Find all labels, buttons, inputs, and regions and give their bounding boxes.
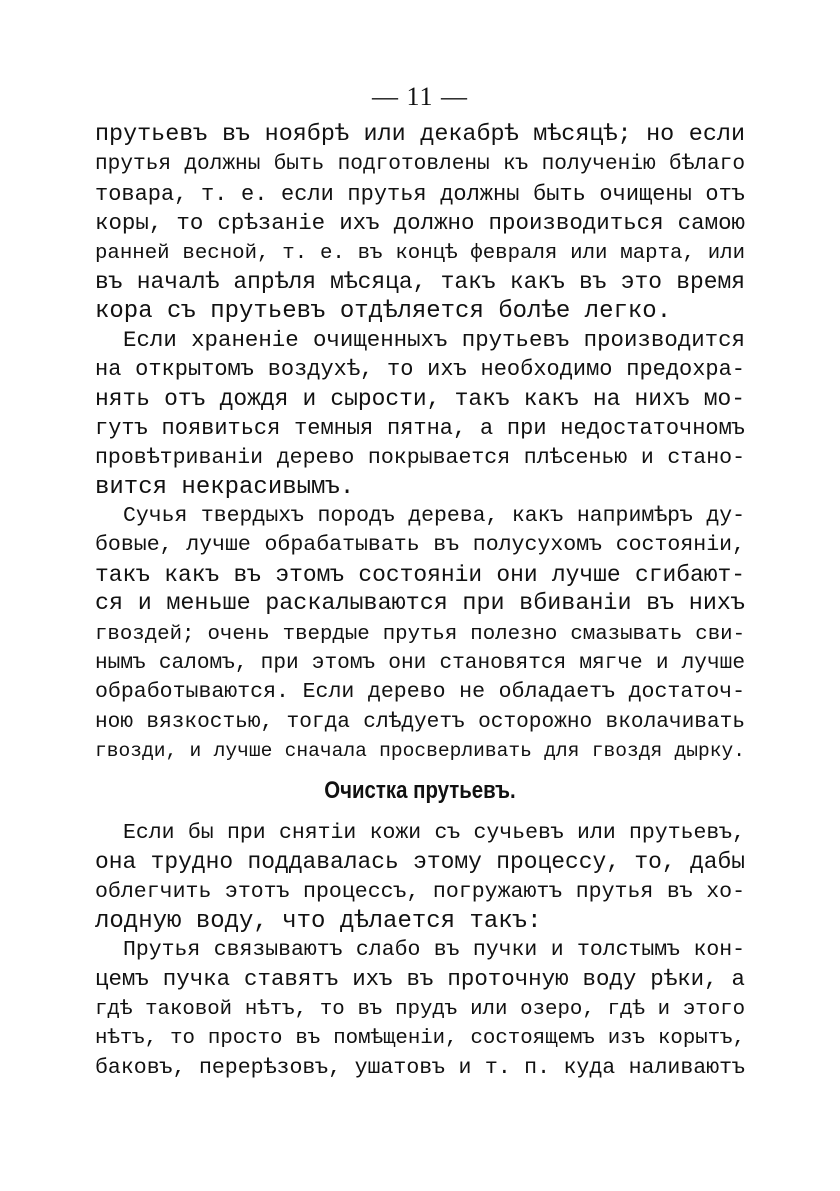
text-line: провѣтриваніи дерево покрывается плѣсенью и стано-: [95, 445, 745, 470]
text-line: лодную воду, что дѣлается такъ:: [95, 908, 542, 936]
text-line: прутьевъ въ ноябрѣ или декабрѣ мѣсяцѣ; но если: [95, 122, 745, 148]
text-line: нять отъ дождя и сырости, такъ какъ на нихъ мо-: [95, 385, 745, 412]
text-line: кора съ прутьевъ отдѣляется болѣе легко.: [95, 298, 672, 326]
text-line: прутья должны быть подготовлены къ полученію бѣлаго: [95, 152, 745, 177]
text-line: въ началѣ апрѣля мѣсяца, такъ какъ въ это время: [95, 269, 745, 296]
section-paragraph-2: [95, 936, 745, 1083]
page-number: — 11 —: [371, 82, 469, 111]
text-line: баковъ, перерѣзовъ, ушатовъ и т. п. куда наливаютъ: [95, 1055, 745, 1080]
text-line: такъ какъ въ этомъ состояніи они лучше сгибают-: [95, 561, 745, 588]
text-line: гвоздей; очень твердые прутья полезно смазывать сви-: [95, 622, 745, 646]
text-line: она трудно поддавалась этому процессу, то, дабы: [95, 849, 745, 876]
text-line: товара, т. е. если прутья должны быть очищены отъ: [95, 181, 745, 207]
text-line: ся и меньше раскалываются при вбиваніи въ нихъ: [95, 591, 745, 618]
text-line: гдѣ таковой нѣтъ, то въ прудъ или озеро, гдѣ и этого: [95, 997, 745, 1021]
text-line: гутъ появиться темныя пятна, а при недостаточномъ: [95, 416, 745, 442]
paragraph-1: [95, 121, 745, 327]
text-line: облегчить этотъ процессъ, погружаютъ прутья въ хо-: [95, 879, 745, 904]
paragraph-3: [95, 502, 745, 767]
text-line: бовые, лучше обрабатывать въ полусухомъ состояніи,: [95, 533, 745, 558]
section-heading: Очистка прутьевъ.: [324, 777, 516, 804]
text-line: Прутья связываютъ слабо въ пучки и толстымъ кон-: [123, 938, 745, 962]
text-line: Если бы при снятіи кожи съ сучьевъ или прутьевъ,: [123, 821, 745, 845]
text-line: гвозди, и лучше сначала просверливать для гвоздя дырку.: [95, 740, 745, 763]
text-line: Если храненіе очищенныхъ прутьевъ производится: [123, 327, 745, 353]
text-line: ною вязкостью, тогда слѣдуетъ осторожно вколачивать: [95, 709, 745, 734]
text-line: нымъ саломъ, при этомъ они становятся мягче и лучше: [95, 651, 745, 676]
text-line: Сучья твердыхъ породъ дерева, какъ напримѣръ ду-: [123, 504, 745, 528]
text-line: обработываются. Если дерево не обладаетъ достаточ-: [95, 680, 745, 705]
section-paragraph-1: [95, 819, 745, 937]
paragraph-2: [95, 326, 745, 502]
text-line: цемъ пучка ставятъ ихъ въ проточную воду рѣки, а: [95, 966, 745, 993]
text-line: вится некрасивымъ.: [95, 474, 355, 502]
text-line: нѣтъ, то просто въ помѣщеніи, состоящемъ изъ корытъ,: [95, 1027, 745, 1051]
text-line: ранней весной, т. е. въ концѣ февраля или марта, или: [95, 241, 745, 265]
text-line: коры, то срѣзаніе ихъ должно производиться самою: [95, 210, 745, 237]
text-line: на открытомъ воздухѣ, то ихъ необходимо предохра-: [95, 357, 745, 383]
